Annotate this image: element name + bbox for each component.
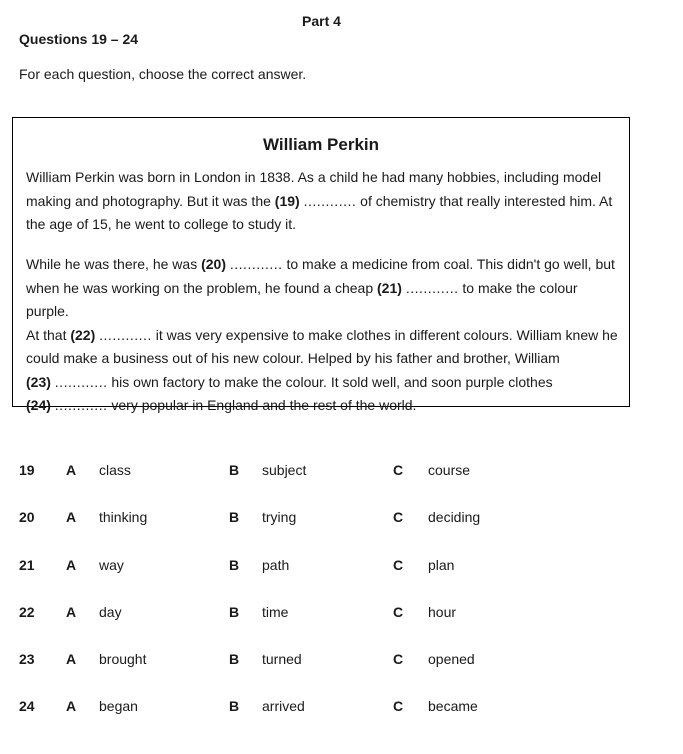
option-b-letter: B	[229, 698, 240, 714]
passage-text: At that	[26, 326, 71, 343]
option-a-letter: A	[66, 557, 77, 573]
option-b-text[interactable]: subject	[262, 462, 307, 478]
question-number: 19	[19, 462, 35, 478]
passage-box	[12, 117, 630, 413]
gap-24-blank: ............	[54, 397, 108, 413]
passage-text: to make the colour purple.	[26, 279, 578, 319]
option-a-letter: A	[66, 509, 77, 525]
passage-text: when he was working on the problem, he found a cheap	[26, 279, 378, 296]
passage-paragraph-1	[26, 166, 622, 237]
option-c-text[interactable]: hour	[428, 604, 457, 620]
passage-paragraph-2	[26, 253, 622, 418]
question-number: 22	[19, 604, 35, 620]
question-number: 20	[19, 509, 35, 525]
option-a-text[interactable]: thinking	[99, 509, 148, 525]
passage-text: his own factory to make the colour. It sold well, and soon purple clothes	[107, 373, 553, 390]
option-c-text[interactable]: plan	[428, 557, 455, 573]
question-row-20	[0, 509, 683, 531]
option-b-text[interactable]: trying	[262, 509, 297, 525]
option-b-letter: B	[229, 509, 240, 525]
option-c-letter: C	[393, 557, 404, 573]
option-a-letter: A	[66, 462, 77, 478]
question-row-19	[0, 462, 683, 484]
gap-21-blank: ............	[405, 279, 459, 296]
questions-range-heading: Questions 19 – 24	[19, 31, 139, 47]
question-number: 21	[19, 557, 35, 573]
option-c-text[interactable]: course	[428, 462, 471, 478]
option-b-text[interactable]: path	[262, 557, 290, 573]
option-a-text[interactable]: day	[99, 604, 122, 620]
passage-text: of chemistry that really interested him. At	[356, 192, 613, 209]
option-b-letter: B	[229, 604, 240, 620]
option-c-text[interactable]: became	[428, 698, 478, 714]
gap-24-number: (24)	[26, 397, 51, 413]
gap-22-number: (22)	[70, 326, 96, 343]
option-a-letter: A	[66, 651, 77, 667]
option-a-letter: A	[66, 604, 77, 620]
passage-text: could make a business out of his new colour. Helped by his father and brother, William	[26, 350, 560, 366]
option-c-text[interactable]: deciding	[428, 509, 481, 525]
gap-20-number: (20)	[201, 256, 226, 272]
question-row-22	[0, 604, 683, 626]
question-number: 24	[19, 698, 35, 714]
option-c-letter: C	[393, 509, 404, 525]
option-c-letter: C	[393, 651, 404, 667]
gap-19-number: (19)	[274, 192, 300, 209]
question-number: 23	[19, 651, 35, 667]
option-b-letter: B	[229, 462, 240, 478]
option-c-letter: C	[393, 698, 404, 714]
option-c-text[interactable]: opened	[428, 651, 475, 667]
passage-text: the age of 15, he went to college to study it.	[26, 216, 297, 232]
part-title: Part 4	[302, 13, 341, 29]
option-b-text[interactable]: arrived	[262, 698, 305, 714]
option-a-letter: A	[66, 698, 77, 714]
passage-text: it was very expensive to make clothes in different colours. William knew he	[151, 326, 618, 343]
gap-20-blank: ............	[229, 256, 283, 272]
passage-text: making and photography. But it was the	[26, 192, 275, 209]
option-b-letter: B	[229, 651, 240, 667]
option-b-text[interactable]: turned	[262, 651, 302, 667]
option-a-text[interactable]: class	[99, 462, 131, 478]
gap-23-number: (23)	[26, 373, 51, 390]
option-c-letter: C	[393, 462, 404, 478]
question-row-23	[0, 651, 683, 673]
gap-21-number: (21)	[377, 279, 402, 296]
passage-text: very popular in England and the rest of the world.	[107, 397, 417, 413]
option-a-text[interactable]: brought	[99, 651, 147, 667]
passage-title: William Perkin	[262, 135, 380, 154]
option-b-text[interactable]: time	[262, 604, 289, 620]
option-b-letter: B	[229, 557, 240, 573]
gap-22-blank: ............	[99, 326, 152, 343]
gap-19-blank: ............	[303, 192, 357, 209]
passage-text: While he was there, he was	[26, 256, 202, 272]
instruction-text: For each question, choose the correct answer.	[19, 66, 307, 82]
option-a-text[interactable]: way	[99, 557, 124, 573]
option-c-letter: C	[393, 604, 404, 620]
passage-text: William Perkin was born in London in 1838. As a child he had many hobbies, including model	[26, 169, 602, 185]
passage-text: to make a medicine from coal. This didn't go well, but	[282, 256, 615, 272]
gap-23-blank: ............	[54, 373, 108, 390]
question-row-24	[0, 698, 683, 720]
question-row-21	[0, 557, 683, 579]
option-a-text[interactable]: began	[99, 698, 138, 714]
